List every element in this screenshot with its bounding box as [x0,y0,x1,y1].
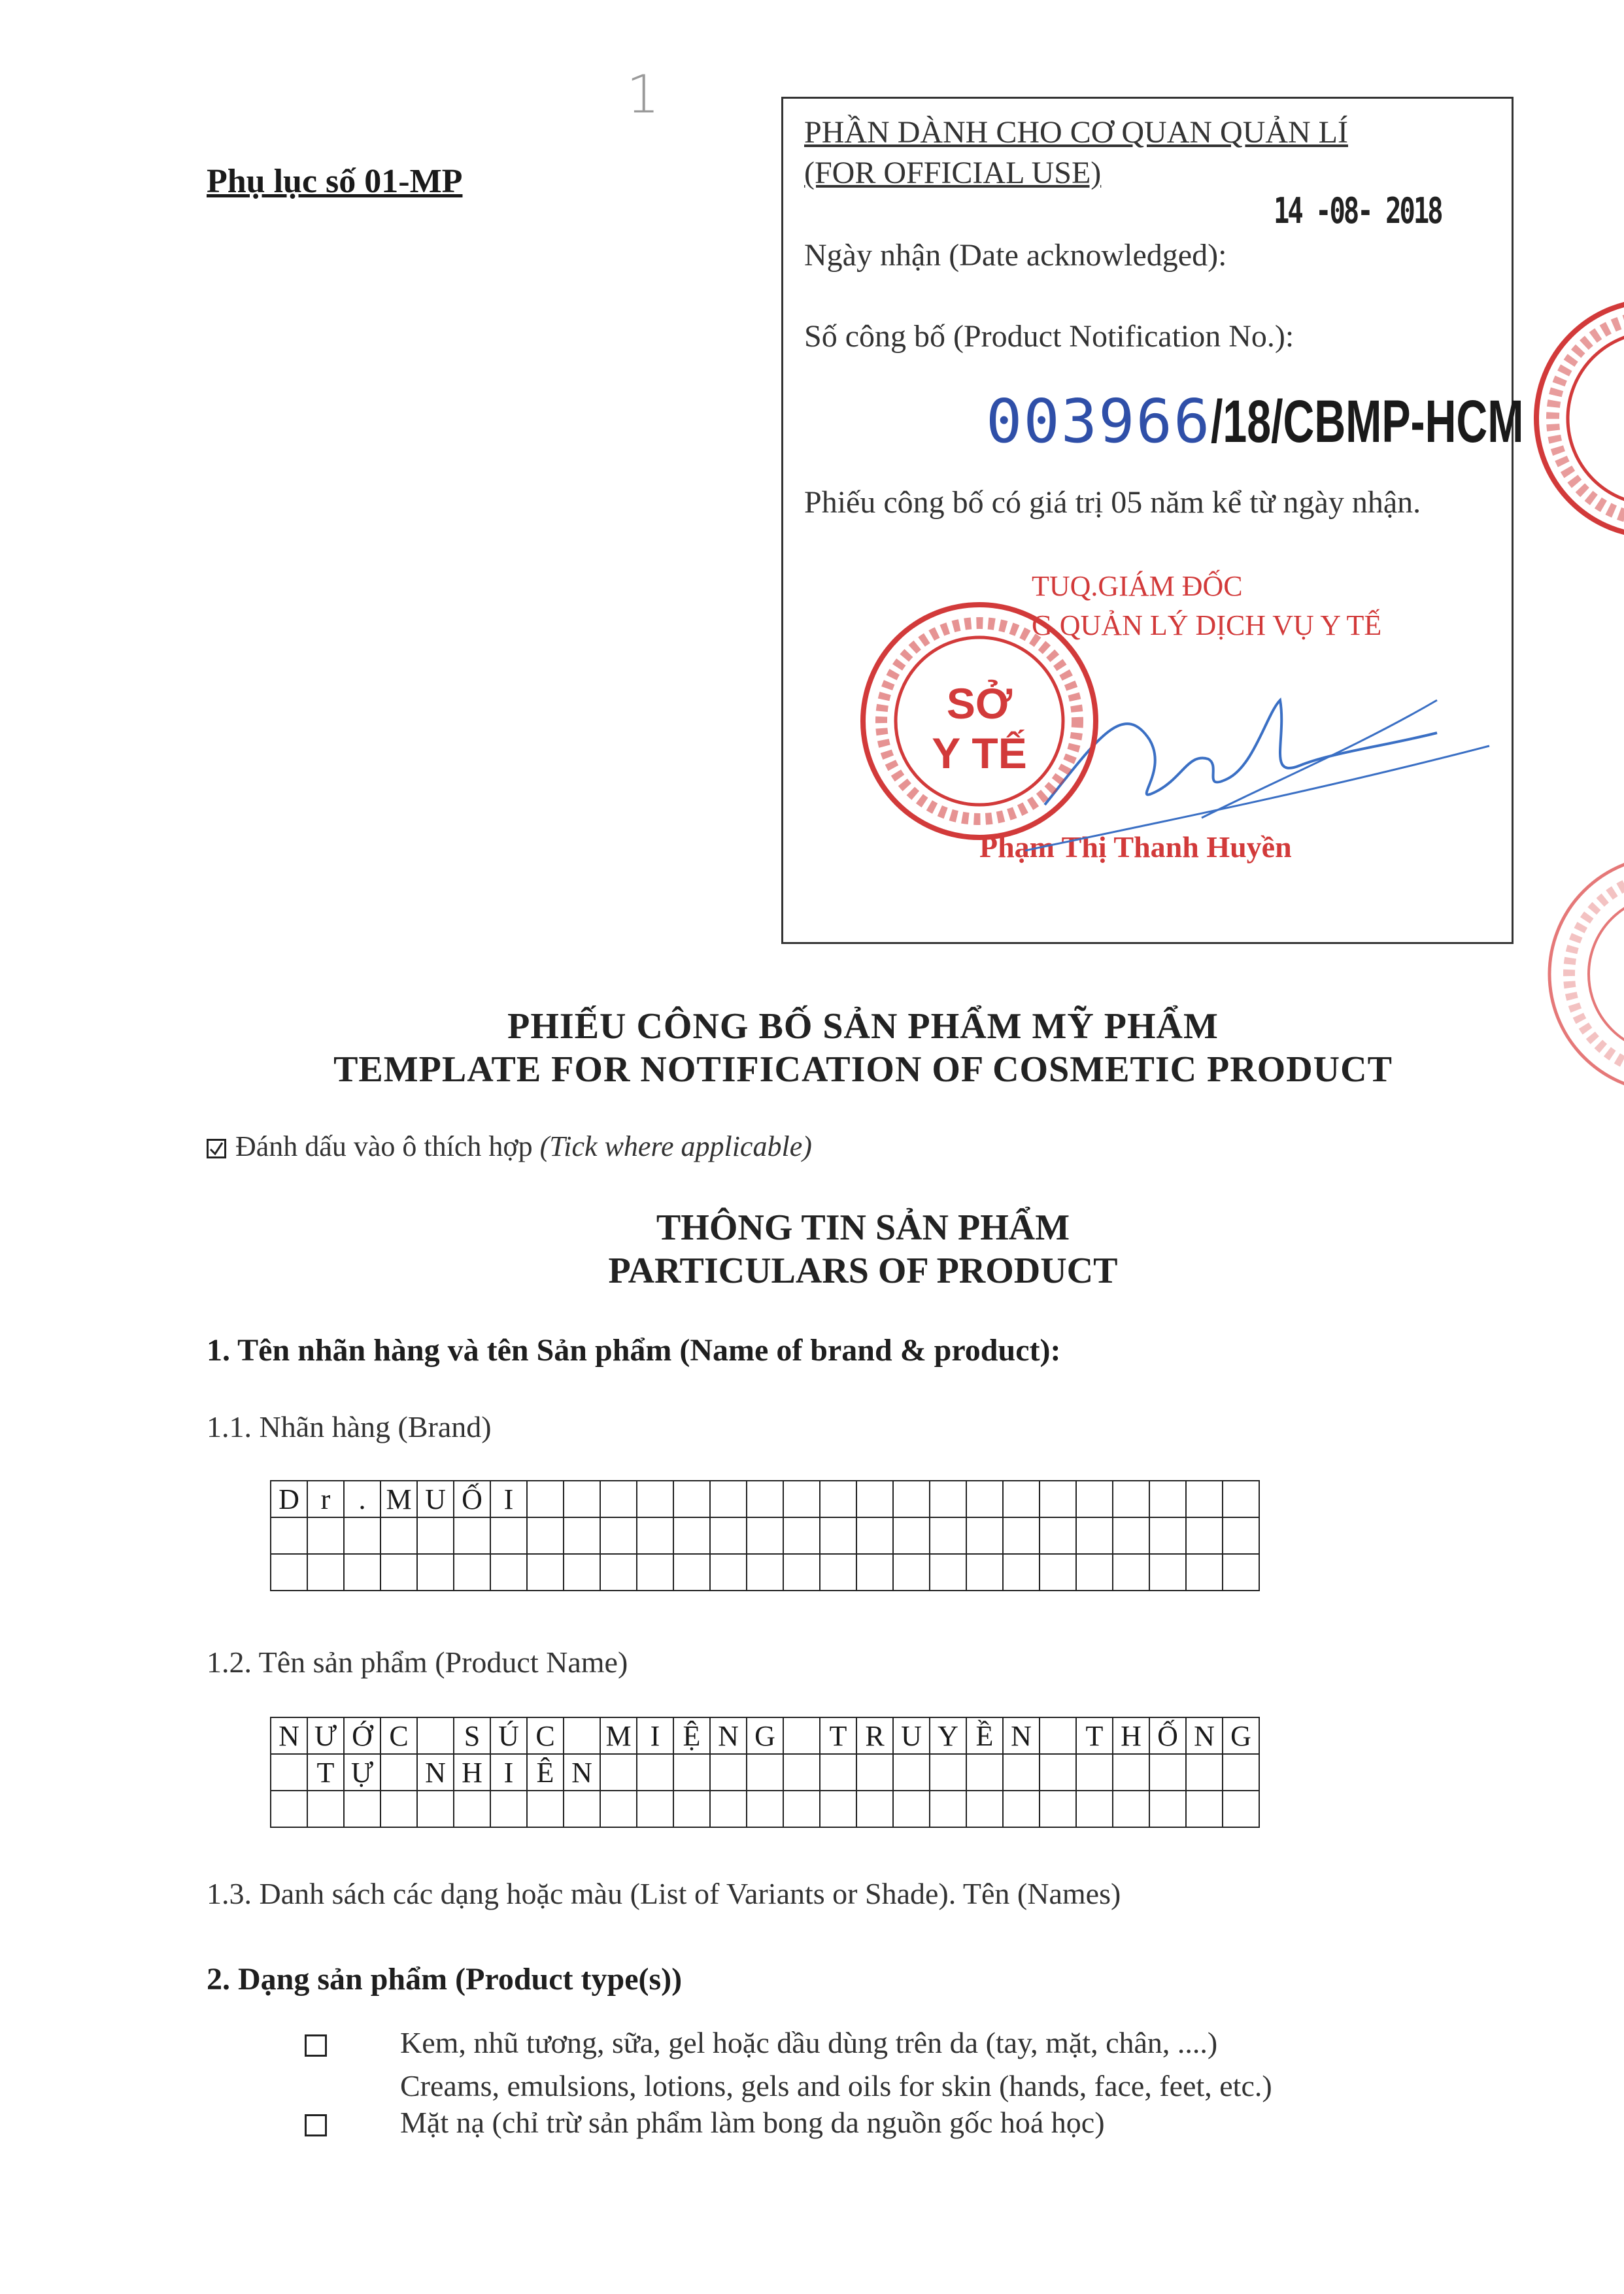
signer-title-2: G QUẢN LÝ DỊCH VỤ Y TẾ [1032,609,1382,641]
brand-grid-cell[interactable]: . [344,1481,381,1517]
brand-grid-cell[interactable] [1223,1554,1259,1591]
product-grid-cell[interactable]: S [454,1717,490,1754]
brand-grid-cell[interactable] [820,1554,856,1591]
q1-3-label: 1.3. Danh sách các dạng hoặc màu (List of Variants or Shade). Tên (Names) [207,1877,1121,1910]
date-acknowledged-value: 14 -08- 2018 [1274,190,1442,231]
q1-title: 1. Tên nhãn hàng và tên Sản phẩm (Name of brand & product): [207,1333,1061,1368]
q1-2-label: 1.2. Tên sản phẩm (Product Name) [207,1645,628,1679]
brand-grid-cell[interactable] [930,1481,966,1517]
brand-grid-cell[interactable] [966,1554,1003,1591]
brand-grid-cell[interactable] [564,1554,600,1591]
form-title-en: TEMPLATE FOR NOTIFICATION OF COSMETIC PRODUCT [333,1049,1393,1090]
product-grid-cell[interactable] [564,1791,600,1827]
brand-grid-cell[interactable] [747,1554,783,1591]
brand-grid-cell[interactable]: D [271,1481,307,1517]
brand-grid-cell[interactable] [1003,1517,1040,1554]
official-header-vi: PHẦN DÀNH CHO CƠ QUAN QUẢN LÍ [804,115,1348,150]
product-grid-row [271,1791,1259,1827]
brand-grid-cell[interactable] [930,1517,966,1554]
brand-grid-cell[interactable] [1076,1517,1113,1554]
notification-digits: 003966 [986,386,1211,456]
product-grid-cell[interactable] [673,1754,710,1791]
checkbox-checked-icon [207,1139,226,1158]
product-type-checkbox-1[interactable] [305,2034,327,2057]
product-grid-cell[interactable] [1076,1791,1113,1827]
page-number: 1 [626,64,660,125]
product-grid-cell[interactable] [1149,1754,1186,1791]
brand-grid-cell[interactable] [783,1481,820,1517]
brand-grid-cell[interactable] [1113,1554,1149,1591]
tick-note-en: (Tick where applicable) [539,1130,812,1162]
product-grid-cell[interactable]: G [747,1717,783,1754]
product-grid-cell[interactable] [783,1717,820,1754]
product-grid-cell[interactable] [344,1791,381,1827]
brand-grid-cell[interactable] [490,1554,527,1591]
product-grid-cell[interactable] [966,1754,1003,1791]
brand-grid-cell[interactable] [820,1517,856,1554]
brand-grid-cell[interactable] [747,1517,783,1554]
brand-grid-cell[interactable] [490,1517,527,1554]
brand-grid-cell[interactable] [893,1517,930,1554]
official-use-box [781,97,1524,944]
product-grid-cell[interactable]: N [1186,1717,1223,1754]
product-grid-cell[interactable]: N [417,1754,454,1791]
product-grid-cell[interactable] [930,1754,966,1791]
brand-grid-cell[interactable] [454,1517,490,1554]
product-grid-cell[interactable] [710,1754,747,1791]
tick-note [207,1130,812,1163]
product-grid-cell[interactable] [820,1791,856,1827]
brand-grid-cell[interactable] [1113,1481,1149,1517]
brand-grid-cell[interactable] [783,1554,820,1591]
brand-grid-cell[interactable] [1149,1481,1186,1517]
product-grid-cell[interactable] [893,1791,930,1827]
brand-grid-cell[interactable] [600,1554,637,1591]
product-grid-cell[interactable]: T [307,1754,344,1791]
brand-grid-cell[interactable] [344,1517,381,1554]
brand-grid-row [271,1554,1259,1591]
product-grid-cell[interactable] [381,1754,417,1791]
brand-grid-cell[interactable] [1223,1517,1259,1554]
brand-grid [270,1480,1260,1591]
product-grid-cell[interactable]: Ư [307,1717,344,1754]
product-grid-cell[interactable]: C [527,1717,564,1754]
brand-grid-cell[interactable] [820,1481,856,1517]
brand-grid-cell[interactable] [307,1517,344,1554]
product-grid-cell[interactable] [1186,1791,1223,1827]
brand-grid-cell[interactable] [930,1554,966,1591]
product-grid-cell[interactable] [600,1754,637,1791]
brand-grid-cell[interactable] [637,1554,673,1591]
brand-grid-cell[interactable] [1040,1481,1076,1517]
appendix-title: Phụ lục số 01-MP [207,163,463,200]
product-grid-cell[interactable] [1040,1754,1076,1791]
brand-grid-cell[interactable]: M [381,1481,417,1517]
product-grid-cell[interactable] [747,1791,783,1827]
product-grid-cell[interactable] [966,1791,1003,1827]
product-type-1-en: Creams, emulsions, lotions, gels and oils for skin (hands, face, feet, etc.) [400,2069,1272,2102]
product-type-2-vi: Mặt nạ (chỉ trừ sản phẩm làm bong da nguồn gốc hoá học) [400,2106,1105,2139]
brand-grid-cell[interactable] [417,1517,454,1554]
brand-grid-cell[interactable] [1003,1554,1040,1591]
brand-grid-cell[interactable] [271,1554,307,1591]
brand-grid-cell[interactable] [600,1481,637,1517]
product-grid-cell[interactable]: Ự [344,1754,381,1791]
product-grid-cell[interactable]: T [1076,1717,1113,1754]
product-grid-cell[interactable] [307,1791,344,1827]
notification-suffix: /18/CBMP-HCM [1211,388,1524,455]
section-title-vi: THÔNG TIN SẢN PHẨM [656,1207,1070,1248]
brand-grid-cell[interactable] [1149,1554,1186,1591]
brand-grid-cell[interactable] [856,1554,893,1591]
product-grid-cell[interactable] [490,1791,527,1827]
product-grid-cell[interactable] [856,1754,893,1791]
product-grid-row [271,1754,1259,1791]
tick-note-vi: Đánh dấu vào ô thích hợp [235,1130,533,1162]
q1-1-label: 1.1. Nhãn hàng (Brand) [207,1410,492,1443]
brand-grid-cell[interactable] [710,1481,747,1517]
section-title-en: PARTICULARS OF PRODUCT [608,1251,1118,1291]
product-type-1-vi: Kem, nhũ tương, sữa, gel hoặc dầu dùng trên da (tay, mặt, chân, ....) [400,2026,1218,2059]
brand-grid-cell[interactable] [783,1517,820,1554]
brand-grid-cell[interactable]: I [490,1481,527,1517]
product-grid-cell[interactable]: N [564,1754,600,1791]
seal-text-1: SỞ [946,679,1013,728]
product-grid-cell[interactable] [1113,1791,1149,1827]
brand-grid-cell[interactable] [637,1481,673,1517]
product-grid-cell[interactable] [747,1754,783,1791]
product-grid-cell[interactable] [527,1791,564,1827]
brand-grid-cell[interactable] [893,1554,930,1591]
brand-grid-cell[interactable] [893,1481,930,1517]
brand-grid-cell[interactable]: r [307,1481,344,1517]
product-grid-cell[interactable]: I [637,1717,673,1754]
brand-grid-cell[interactable] [1040,1517,1076,1554]
brand-grid-cell[interactable] [381,1517,417,1554]
product-grid-cell[interactable]: C [381,1717,417,1754]
product-grid-cell[interactable] [1076,1754,1113,1791]
brand-grid-cell[interactable] [1223,1481,1259,1517]
product-grid-cell[interactable]: R [856,1717,893,1754]
product-grid-cell[interactable]: U [893,1717,930,1754]
official-header-en: (FOR OFFICIAL USE) [804,156,1102,190]
product-grid-cell[interactable] [417,1717,454,1754]
brand-grid-cell[interactable] [710,1554,747,1591]
brand-grid-cell[interactable] [673,1481,710,1517]
brand-grid-cell[interactable] [856,1517,893,1554]
product-grid-cell[interactable] [271,1791,307,1827]
product-grid-cell[interactable] [856,1791,893,1827]
product-grid-cell[interactable] [454,1791,490,1827]
product-grid-cell[interactable] [271,1754,307,1791]
product-grid-cell[interactable] [783,1791,820,1827]
product-grid-cell[interactable] [820,1754,856,1791]
product-grid-cell[interactable]: I [490,1754,527,1791]
q2-title: 2. Dạng sản phẩm (Product type(s)) [207,1962,683,1997]
notification-no-label: Số công bố (Product Notification No.): [804,319,1294,354]
product-grid-cell[interactable] [930,1791,966,1827]
product-grid-cell[interactable] [600,1791,637,1827]
brand-grid-cell[interactable]: U [417,1481,454,1517]
edge-seal-icon [1523,294,1624,569]
brand-grid-cell[interactable] [527,1554,564,1591]
product-grid-cell[interactable]: Ú [490,1717,527,1754]
product-grid-cell[interactable] [417,1791,454,1827]
product-grid-cell[interactable]: Ê [527,1754,564,1791]
brand-grid-cell[interactable] [747,1481,783,1517]
signer-name: Phạm Thị Thanh Huyền [979,830,1292,864]
product-grid-cell[interactable] [1113,1754,1149,1791]
seal-text-2: Y TẾ [932,729,1027,777]
brand-grid-cell[interactable] [307,1554,344,1591]
product-grid-cell[interactable] [564,1717,600,1754]
product-grid-cell[interactable]: Ớ [344,1717,381,1754]
brand-grid-cell[interactable] [966,1517,1003,1554]
product-grid-cell[interactable] [1186,1754,1223,1791]
date-acknowledged-label: Ngày nhận (Date acknowledged): [804,238,1227,273]
brand-grid-cell[interactable] [564,1517,600,1554]
brand-grid-cell[interactable] [1076,1481,1113,1517]
product-grid-cell[interactable]: M [600,1717,637,1754]
brand-grid-cell[interactable] [527,1481,564,1517]
product-grid-cell[interactable]: G [1223,1717,1259,1754]
product-grid-cell[interactable] [1003,1791,1040,1827]
brand-grid-cell[interactable] [1113,1517,1149,1554]
brand-grid-cell[interactable] [673,1517,710,1554]
product-grid-cell[interactable]: Ố [1149,1717,1186,1754]
validity-note: Phiếu công bố có giá trị 05 năm kể từ ngày nhận. [804,485,1421,520]
brand-grid-cell[interactable] [856,1481,893,1517]
brand-grid-cell[interactable] [454,1554,490,1591]
form-title-vi: PHIẾU CÔNG BỐ SẢN PHẨM MỸ PHẨM [507,1006,1219,1047]
product-grid-cell[interactable] [783,1754,820,1791]
brand-grid-row [271,1517,1259,1554]
product-grid-cell[interactable]: Ề [966,1717,1003,1754]
brand-grid-cell[interactable] [600,1517,637,1554]
product-grid-cell[interactable]: H [1113,1717,1149,1754]
product-grid-cell[interactable] [1040,1717,1076,1754]
official-seal-icon [849,590,1110,852]
brand-grid-cell[interactable] [1040,1554,1076,1591]
brand-grid-cell[interactable] [527,1517,564,1554]
brand-grid-cell[interactable] [417,1554,454,1591]
product-grid-cell[interactable] [1223,1791,1259,1827]
product-grid-cell[interactable] [1040,1791,1076,1827]
product-grid-cell[interactable] [673,1791,710,1827]
brand-grid-cell[interactable] [1186,1517,1223,1554]
product-grid-cell[interactable] [1223,1754,1259,1791]
brand-grid-cell[interactable] [637,1517,673,1554]
product-type-checkbox-2[interactable] [305,2114,327,2136]
brand-grid-cell[interactable]: Ố [454,1481,490,1517]
brand-grid-cell[interactable] [564,1481,600,1517]
brand-grid-cell[interactable] [1076,1554,1113,1591]
brand-grid-cell[interactable] [381,1554,417,1591]
brand-grid-cell[interactable] [1149,1517,1186,1554]
product-name-grid [270,1717,1260,1828]
product-grid-cell[interactable] [637,1791,673,1827]
product-grid-cell[interactable] [1003,1754,1040,1791]
product-grid-cell[interactable]: N [710,1717,747,1754]
product-grid-cell[interactable]: N [1003,1717,1040,1754]
brand-grid-row [271,1481,1259,1517]
brand-grid-cell[interactable] [966,1481,1003,1517]
product-grid-cell[interactable]: Y [930,1717,966,1754]
product-grid-cell[interactable]: Ệ [673,1717,710,1754]
product-grid-cell[interactable] [710,1791,747,1827]
brand-grid-cell[interactable] [1186,1481,1223,1517]
brand-grid-cell[interactable] [1003,1481,1040,1517]
product-grid-cell[interactable] [637,1754,673,1791]
brand-grid-cell[interactable] [1186,1554,1223,1591]
signer-title-1: TUQ.GIÁM ĐỐC [1032,570,1243,602]
brand-grid-cell[interactable] [710,1517,747,1554]
product-grid-row [271,1717,1259,1754]
brand-grid-cell[interactable] [271,1517,307,1554]
product-grid-cell[interactable]: H [454,1754,490,1791]
product-grid-cell[interactable]: N [271,1717,307,1754]
product-grid-cell[interactable] [893,1754,930,1791]
product-grid-cell[interactable] [381,1791,417,1827]
brand-grid-cell[interactable] [344,1554,381,1591]
product-grid-cell[interactable] [1149,1791,1186,1827]
brand-grid-cell[interactable] [673,1554,710,1591]
product-grid-cell[interactable]: T [820,1717,856,1754]
